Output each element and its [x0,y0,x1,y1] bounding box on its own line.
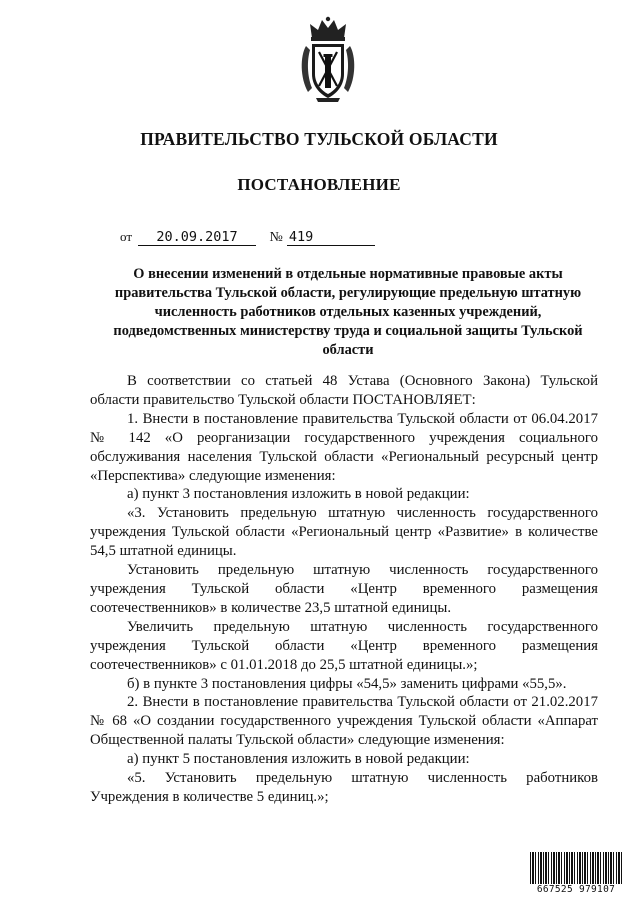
tula-coat-of-arms-icon [298,16,358,104]
document-date: 20.09.2017 [138,230,256,246]
document-type: ПОСТАНОВЛЕНИЕ [237,175,401,194]
document-subject: О внесении изменений в отдельные нормативные правовые акты правительства Тульской области, регулирующие предельную штатную численность работников отдельных казенных учреждений, подведомственных министерству труда и социальной защиты Тульской области [113,266,583,358]
paragraph-item-1a: а) пункт 3 постановления изложить в новой редакции: [127,486,470,503]
document-body [90,372,598,807]
number-label: № [269,230,283,245]
paragraph-preamble: В соответствии со статьей 48 Устава (Основного Закона) Тульской области правительство Тульской области ПОСТАНОВЛЯЕТ: [90,373,598,408]
paragraph-quote-5: «5. Установить предельную штатную численность работников Учреждения в количестве 5 единиц.»; [90,770,598,805]
paragraph-quote-3: «3. Установить предельную штатную численность государственного учреждения Тульской области «Региональный центр «Развитие» в количестве 54,5 штатной единицы. [90,505,598,560]
paragraph-increase: Увеличить предельную штатную численность государственного учреждения Тульской области «Центр временного размещения соотечественников» с 01.01.2018 до 25,5 штатной единицы.»; [90,618,598,673]
paragraph-item-1: 1. Внести в постановление правительства Тульской области от 06.04.2017 № 142 «О реорганизации государственного учреждения социального обслуживания населения Тульской области «Региональный ресурсный центр «Перспектива» следующие изменения: [90,410,598,484]
barcode-bars [530,852,622,884]
date-label: от [120,229,133,244]
paragraph-item-1b: б) в пункте 3 постановления цифры «54,5» заменить цифрами «55,5». [127,675,567,692]
document-number: 419 [287,230,375,246]
paragraph-establish: Установить предельную штатную численность государственного учреждения Тульской области «Центр временного размещения соотечественников» в количестве 23,5 штатной единицы. [90,562,598,616]
date-number-line [120,229,375,246]
paragraph-item-2: 2. Внести в постановление правительства Тульской области от 21.02.2017 № 68 «О создании государственного учреждения Тульской области «Аппарат Общественной палаты Тульской области» следующие изменения: [90,694,598,749]
government-title: ПРАВИТЕЛЬСТВО ТУЛЬСКОЙ ОБЛАСТИ [140,129,498,149]
barcode [530,852,622,896]
paragraph-item-2a: а) пункт 5 постановления изложить в новой редакции: [127,751,470,768]
barcode-digits: 667525 979107 [536,884,616,895]
